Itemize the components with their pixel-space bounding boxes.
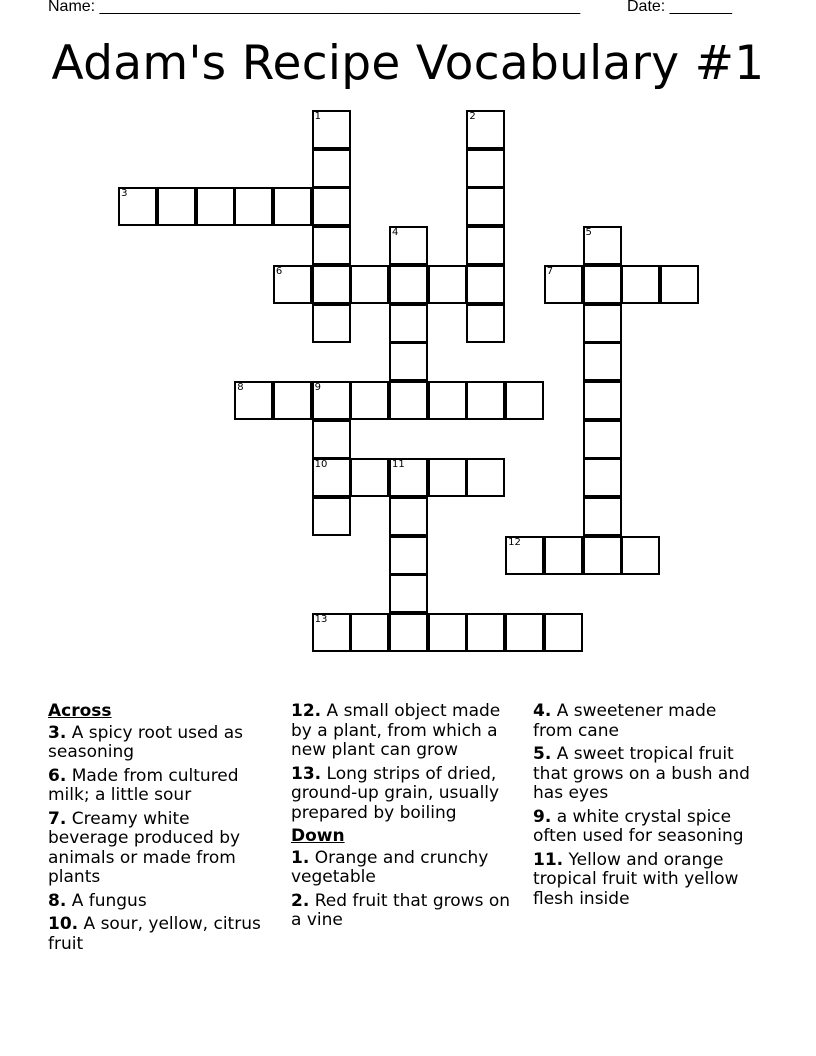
- clue-text: Made from cultured milk; a little sour: [48, 765, 239, 805]
- clue-text: Red fruit that grows on a vine: [291, 890, 511, 930]
- clue-number: 7.: [48, 808, 67, 829]
- clue-text: A sour, yellow, citrus fruit: [48, 914, 261, 954]
- crossword-cell[interactable]: [389, 342, 428, 381]
- crossword-cell[interactable]: [273, 187, 312, 226]
- crossword-cell[interactable]: [505, 381, 544, 420]
- crossword-cell[interactable]: [505, 613, 544, 652]
- clue-item: [291, 892, 517, 931]
- clue-number: 8.: [48, 890, 67, 911]
- crossword-cell[interactable]: [583, 265, 622, 304]
- clue-text: A spicy root used as seasoning: [48, 722, 243, 762]
- crossword-cell[interactable]: [350, 458, 389, 497]
- crossword-cell[interactable]: [583, 226, 622, 265]
- cell-number: 8: [237, 381, 244, 393]
- crossword-cell[interactable]: [621, 265, 660, 304]
- crossword-cell[interactable]: [350, 613, 389, 652]
- cell-number: 5: [585, 227, 592, 239]
- clue-text: A sweet tropical fruit that grows on a bush and has eyes: [533, 744, 750, 803]
- crossword-cell[interactable]: [505, 536, 544, 575]
- crossword-cell[interactable]: [312, 187, 351, 226]
- cell-number: 10: [314, 459, 328, 471]
- clue-number: 10.: [48, 914, 79, 934]
- clue-number: 12.: [291, 701, 322, 721]
- clue-text: A sweetener made from cane: [533, 701, 717, 741]
- clue-item: [48, 892, 274, 912]
- crossword-cell[interactable]: [312, 420, 351, 459]
- crossword-cell[interactable]: [312, 458, 351, 497]
- clue-text: a white crystal spice often used for seasoning: [533, 806, 744, 846]
- crossword-cell[interactable]: [234, 187, 273, 226]
- crossword-cell[interactable]: [428, 381, 467, 420]
- crossword-cell[interactable]: [312, 381, 351, 420]
- cell-number: 9: [314, 381, 321, 393]
- crossword-cell[interactable]: [466, 226, 505, 265]
- crossword-cell[interactable]: [583, 342, 622, 381]
- clue-column-2: [291, 702, 517, 935]
- clue-text: Long strips of dried, ground-up grain, usually prepared by boiling: [291, 763, 500, 823]
- crossword-cell[interactable]: [583, 458, 622, 497]
- clue-number: 11.: [533, 849, 564, 870]
- crossword-cell[interactable]: [389, 497, 428, 536]
- clue-item: [48, 810, 274, 888]
- clue-number: 5.: [533, 744, 552, 764]
- crossword-cell[interactable]: [428, 458, 467, 497]
- clue-item: [533, 702, 759, 741]
- clue-item: [291, 702, 517, 761]
- crossword-cell[interactable]: [428, 613, 467, 652]
- crossword-cell[interactable]: [466, 187, 505, 226]
- crossword-cell[interactable]: [312, 265, 351, 304]
- clue-text: Orange and crunchy vegetable: [291, 847, 489, 887]
- crossword-cell[interactable]: [583, 536, 622, 575]
- crossword-cell[interactable]: [389, 381, 428, 420]
- clue-number: 9.: [533, 806, 552, 827]
- crossword-cell[interactable]: [350, 381, 389, 420]
- crossword-cell[interactable]: [312, 149, 351, 188]
- crossword-cell[interactable]: [273, 381, 312, 420]
- clue-text: Yellow and orange tropical fruit with yellow flesh inside: [533, 849, 739, 909]
- clue-text: Creamy white beverage produced by animals or made from plants: [48, 808, 241, 887]
- crossword-cell[interactable]: [544, 613, 583, 652]
- cell-number: 4: [392, 227, 399, 239]
- crossword-cell[interactable]: [273, 265, 312, 304]
- crossword-cell[interactable]: [312, 226, 351, 265]
- cell-number: 1: [314, 111, 321, 122]
- crossword-cell[interactable]: [312, 110, 351, 149]
- crossword-cell[interactable]: [466, 458, 505, 497]
- clue-item: [291, 765, 517, 824]
- crossword-cell[interactable]: [234, 381, 273, 420]
- crossword-cell[interactable]: [583, 381, 622, 420]
- clue-item: [291, 849, 517, 888]
- crossword-cell[interactable]: [583, 304, 622, 343]
- crossword-cell[interactable]: [389, 304, 428, 343]
- crossword-cell[interactable]: [389, 265, 428, 304]
- crossword-cell[interactable]: [196, 187, 235, 226]
- name-line: Name: ______________________________________________________: [48, 0, 581, 15]
- crossword-cell[interactable]: [466, 381, 505, 420]
- crossword-cell[interactable]: [544, 265, 583, 304]
- date-line: Date: _______: [627, 0, 732, 15]
- crossword-cell[interactable]: [621, 536, 660, 575]
- crossword-cell[interactable]: [389, 226, 428, 265]
- crossword-cell[interactable]: [466, 304, 505, 343]
- cell-number: 13: [314, 614, 328, 626]
- across-heading: Across: [48, 701, 112, 721]
- crossword-cell[interactable]: [157, 187, 196, 226]
- crossword-cell[interactable]: [428, 265, 467, 304]
- clue-text: A small object made by a plant, from which a new plant can grow: [291, 701, 501, 760]
- clue-number: 13.: [291, 763, 322, 784]
- clue-number: 6.: [48, 765, 67, 786]
- crossword-cell[interactable]: [312, 304, 351, 343]
- crossword-cell[interactable]: [660, 265, 699, 304]
- crossword-cell[interactable]: [466, 110, 505, 149]
- crossword-cell[interactable]: [350, 265, 389, 304]
- clue-item: [48, 724, 274, 763]
- cell-number: 11: [392, 459, 405, 471]
- down-heading: Down: [291, 826, 345, 846]
- clue-item: [48, 915, 274, 954]
- clue-number: 1.: [291, 847, 310, 868]
- crossword-cell[interactable]: [583, 420, 622, 459]
- crossword-cell[interactable]: [466, 265, 505, 304]
- crossword-cell[interactable]: [389, 536, 428, 575]
- crossword-cell[interactable]: [312, 613, 351, 652]
- crossword-cell[interactable]: [389, 458, 428, 497]
- clue-number: 3.: [48, 722, 67, 743]
- crossword-cell[interactable]: [466, 613, 505, 652]
- clue-text: A fungus: [71, 890, 147, 911]
- clue-column-1: [48, 702, 274, 958]
- crossword-cell[interactable]: [466, 149, 505, 188]
- cell-number: 2: [469, 111, 476, 122]
- clue-item: [533, 851, 759, 910]
- clue-item: [533, 745, 759, 804]
- cell-number: 7: [546, 265, 554, 277]
- crossword-cell[interactable]: [544, 536, 583, 575]
- clue-item: [533, 808, 759, 847]
- crossword-cell[interactable]: [389, 574, 428, 613]
- clue-number: 4.: [533, 701, 552, 721]
- crossword-cell[interactable]: [118, 187, 157, 226]
- clue-item: [48, 767, 274, 806]
- page-title: Adam's Recipe Vocabulary #1: [51, 36, 765, 91]
- clue-column-3: [533, 702, 759, 913]
- crossword-cell[interactable]: [389, 613, 428, 652]
- cell-number: 3: [121, 188, 128, 200]
- cell-number: 6: [275, 265, 283, 277]
- crossword-cell[interactable]: [583, 497, 622, 536]
- crossword-cell[interactable]: [312, 497, 351, 536]
- clue-number: 2.: [291, 890, 310, 911]
- cell-number: 12: [508, 536, 521, 548]
